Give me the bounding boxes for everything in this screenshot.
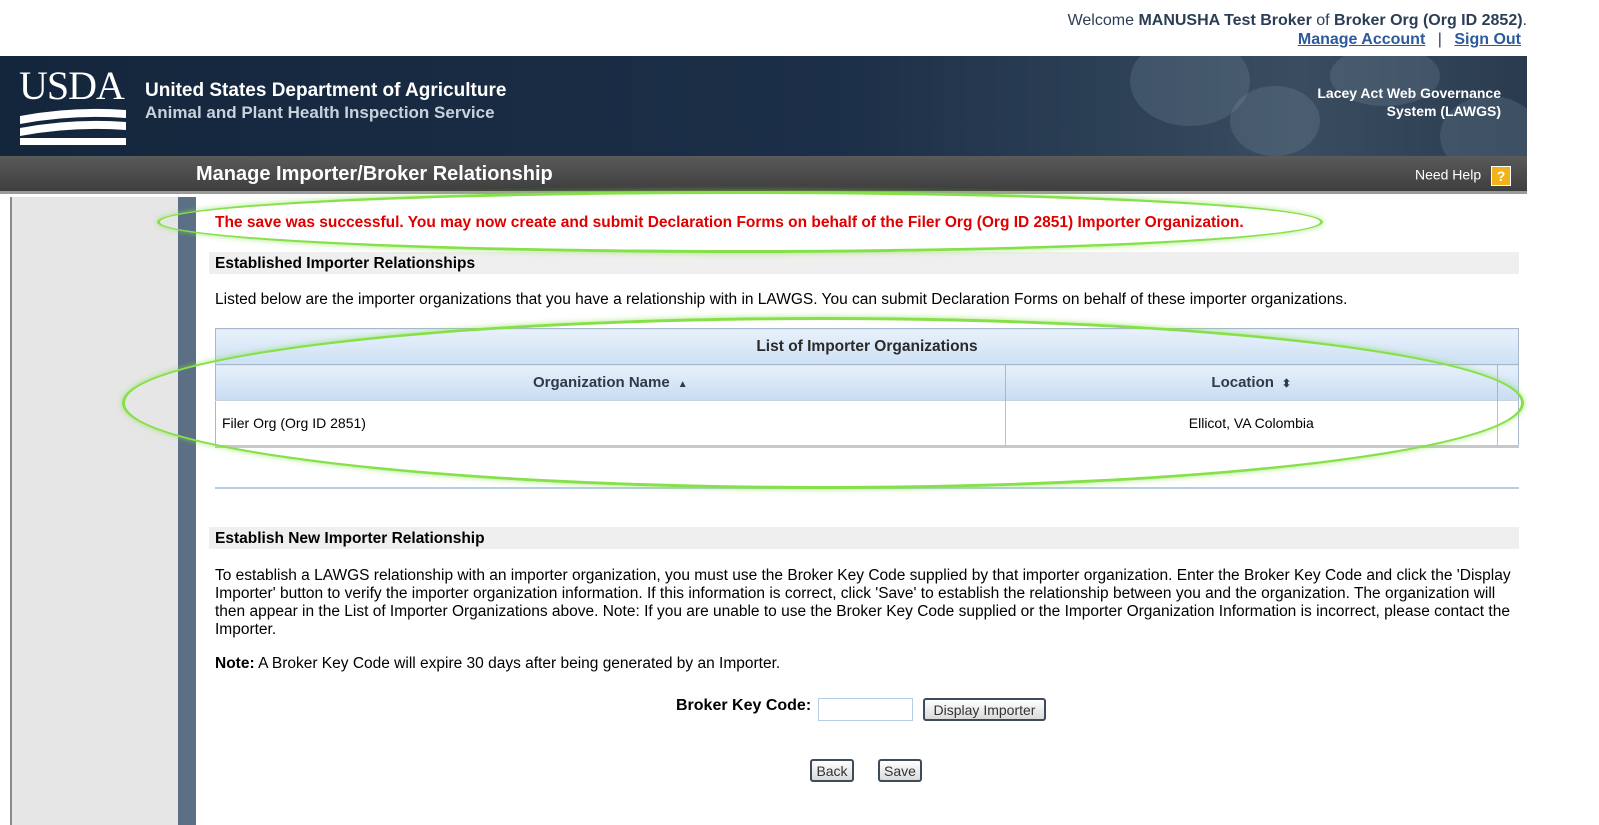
need-help-link[interactable] xyxy=(1415,166,1511,186)
column-header-location[interactable] xyxy=(1005,365,1497,401)
usda-logo: USDA xyxy=(19,63,124,108)
table-row[interactable] xyxy=(216,401,1519,447)
sort-ascending-icon[interactable]: ▲ xyxy=(677,379,688,390)
welcome-prefix: Welcome xyxy=(1067,12,1134,29)
left-sidebar xyxy=(10,197,178,825)
main-content xyxy=(196,197,1527,825)
agency-subname: Animal and Plant Health Inspection Service xyxy=(145,103,495,122)
manage-account-link[interactable]: Manage Account xyxy=(1297,31,1426,48)
column-header-organization-name[interactable] xyxy=(216,365,1006,401)
period: . xyxy=(1522,12,1527,29)
system-name-line1: Lacey Act Web Governance xyxy=(1317,85,1501,101)
of-text: of xyxy=(1316,12,1330,29)
established-relationships-description: Listed below are the importer organizations that you have a relationship with in LAWGS. You can submit Declaration Forms on behalf of these importer organizations. xyxy=(215,291,1348,308)
sort-both-icon[interactable]: ⬍ xyxy=(1281,378,1292,390)
account-links xyxy=(1298,31,1521,49)
link-separator: | xyxy=(1437,31,1442,48)
column-label: Organization Name xyxy=(532,374,670,391)
note-text: A Broker Key Code will expire 30 days after being generated by an Importer. xyxy=(258,655,781,672)
column-header-spacer xyxy=(1497,365,1518,401)
importer-organizations-table xyxy=(215,328,1519,448)
system-name-line2: System (LAWGS) xyxy=(1386,103,1501,119)
sign-out-link[interactable]: Sign Out xyxy=(1454,31,1521,48)
broker-key-code-label: Broker Key Code: xyxy=(676,697,812,714)
location-cell: Ellicot, VA Colombia xyxy=(1005,401,1497,447)
user-name: MANUSHA Test Broker xyxy=(1138,12,1312,29)
table-caption: List of Importer Organizations xyxy=(216,329,1519,365)
org-name: Broker Org (Org ID 2852) xyxy=(1334,12,1523,29)
page-title-bar xyxy=(0,156,1527,194)
sidebar-stripe xyxy=(178,197,196,825)
save-button[interactable]: Save xyxy=(878,759,922,782)
note-label: Note: xyxy=(215,655,255,672)
usda-logo-icon xyxy=(18,66,128,146)
new-relationship-description: To establish a LAWGS relationship with an importer organization, you must use the Broker Key Code supplied by that importer organization. Enter the Broker Key Code and click the 'Display Importer' button to verify the importer organization information. If this information is correct, click 'Save' to establish the relationship between you and the organization. The organization will then appear in the List of Importer Organizations above. Note: If you are unable to use the Broker Key Code supplied or the Importer Organization Information is incorrect, please contact the Importer. xyxy=(215,567,1511,638)
page-title: Manage Importer/Broker Relationship xyxy=(196,163,553,185)
expiry-note xyxy=(215,655,1520,673)
need-help-label: Need Help xyxy=(1414,166,1482,183)
system-name xyxy=(1317,84,1501,120)
header-banner xyxy=(0,56,1527,156)
banner-decoration xyxy=(1230,86,1320,156)
organization-name-cell: Filer Org (Org ID 2851) xyxy=(216,401,1006,447)
section-divider xyxy=(215,487,1519,489)
new-relationship-heading: Establish New Importer Relationship xyxy=(209,527,1519,549)
broker-key-code-input[interactable] xyxy=(818,698,913,721)
established-relationships-heading: Established Importer Relationships xyxy=(209,252,1519,274)
back-button[interactable]: Back xyxy=(810,759,854,782)
column-label: Location xyxy=(1211,374,1274,391)
agency-name: United States Department of Agriculture xyxy=(145,80,507,101)
display-importer-button[interactable]: Display Importer xyxy=(923,698,1046,721)
welcome-message xyxy=(1068,12,1527,30)
success-message: The save was successful. You may now create and submit Declaration Forms on behalf of the Filer Org (Org ID 2851) Importer Organization. xyxy=(215,214,1244,231)
help-icon[interactable]: ? xyxy=(1491,166,1511,186)
spacer-cell xyxy=(1497,401,1518,447)
